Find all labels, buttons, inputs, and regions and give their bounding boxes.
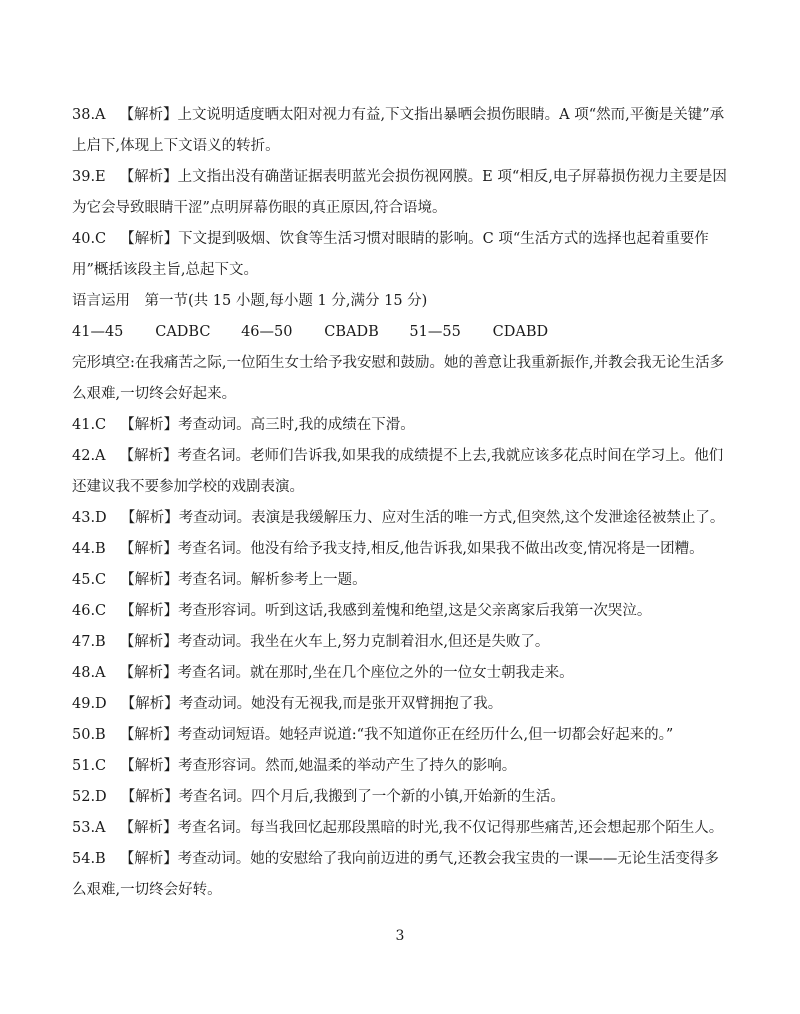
analysis-text: 考查名词。老师们告诉我,如果我的成绩提不上去,我就应该多花点时间在学习上。他们还建议我不要参加学校的戏剧表演。 — [72, 448, 724, 495]
item-number: 42.A — [72, 448, 106, 464]
analysis-text: 考查动词。高三时,我的成绩在下滑。 — [178, 417, 415, 433]
analysis-text: 下文提到吸烟、饮食等生活习惯对眼睛的影响。C 项“生活方式的选择也起着重要作用”概括该段主旨,总起下文。 — [72, 231, 709, 278]
answer-key-row — [72, 317, 732, 348]
answer-item-40 — [72, 224, 732, 286]
analysis-tag: 【解析】 — [119, 634, 178, 650]
answer-range: 41—45 — [72, 324, 124, 340]
answer-letters: CBADB — [324, 324, 379, 340]
item-number: 40.C — [72, 231, 107, 247]
analysis-tag: 【解析】 — [119, 820, 178, 836]
analysis-tag: 【解析】 — [120, 510, 179, 526]
item-number: 51.C — [72, 758, 107, 774]
analysis-text: 考查动词。表演是我缓解压力、应对生活的唯一方式,但突然,这个发泄途径被禁止了。 — [178, 510, 725, 526]
item-number: 46.C — [72, 603, 107, 619]
answer-letters: CADBC — [155, 324, 211, 340]
item-number: 39.E — [72, 169, 106, 185]
analysis-text: 考查名词。就在那时,坐在几个座位之外的一位女士朝我走来。 — [177, 665, 574, 681]
analysis-tag: 【解析】 — [120, 603, 179, 619]
answer-group-3 — [409, 324, 560, 340]
analysis-text: 考查形容词。然而,她温柔的举动产生了持久的影响。 — [178, 758, 517, 774]
analysis-text: 考查名词。解析参考上一题。 — [178, 572, 367, 588]
analysis-tag: 【解析】 — [119, 541, 178, 557]
answer-item-39 — [72, 162, 732, 224]
answer-item-42 — [72, 441, 732, 503]
answer-item-46 — [72, 596, 732, 627]
item-number: 50.B — [72, 727, 106, 743]
analysis-text: 考查动词。她没有无视我,而是张开双臂拥抱了我。 — [178, 696, 503, 712]
answer-group-1 — [72, 324, 222, 340]
answer-item-45 — [72, 565, 732, 596]
analysis-tag: 【解析】 — [120, 758, 179, 774]
analysis-tag: 【解析】 — [119, 665, 178, 681]
answer-item-53 — [72, 813, 732, 844]
answer-item-44 — [72, 534, 732, 565]
answer-group-2 — [241, 324, 391, 340]
item-number: 44.B — [72, 541, 106, 557]
analysis-tag: 【解析】 — [119, 851, 178, 867]
analysis-text: 考查名词。四个月后,我搬到了一个新的小镇,开始新的生活。 — [178, 789, 565, 805]
section-heading: 语言运用 第一节(共 15 小题,每小题 1 分,满分 15 分) — [72, 293, 428, 309]
page-number: 3 — [395, 928, 405, 944]
answer-item-54 — [72, 844, 732, 906]
document-content — [72, 100, 732, 906]
passage-summary: 完形填空:在我痛苦之际,一位陌生女士给予我安慰和鼓励。她的善意让我重新振作,并教会我无论生活多么艰难,一切终会好起来。 — [72, 355, 725, 402]
analysis-tag: 【解析】 — [120, 572, 179, 588]
analysis-tag: 【解析】 — [119, 727, 178, 743]
item-number: 48.A — [72, 665, 106, 681]
answer-range: 46—50 — [241, 324, 293, 340]
analysis-tag: 【解析】 — [119, 107, 178, 123]
answer-item-49 — [72, 689, 732, 720]
analysis-tag: 【解析】 — [119, 169, 178, 185]
analysis-text: 考查动词短语。她轻声说道:“我不知道你正在经历什么,但一切都会好起来的。” — [177, 727, 674, 743]
item-number: 41.C — [72, 417, 107, 433]
answer-item-52 — [72, 782, 732, 813]
answer-item-41 — [72, 410, 732, 441]
item-number: 47.B — [72, 634, 106, 650]
analysis-text: 考查形容词。听到这话,我感到羞愧和绝望,这是父亲离家后我第一次哭泣。 — [178, 603, 652, 619]
analysis-tag: 【解析】 — [119, 448, 178, 464]
answer-range: 51—55 — [409, 324, 461, 340]
analysis-tag: 【解析】 — [120, 789, 179, 805]
answer-item-51 — [72, 751, 732, 782]
answer-letters: CDABD — [492, 324, 549, 340]
analysis-text: 上文说明适度晒太阳对视力有益,下文指出暴晒会损伤眼睛。A 项“然而,平衡是关键”承上启下,体现上下文语义的转折。 — [72, 107, 725, 154]
item-number: 49.D — [72, 696, 107, 712]
item-number: 53.A — [72, 820, 106, 836]
item-number: 54.B — [72, 851, 106, 867]
analysis-text: 上文指出没有确凿证据表明蓝光会损伤视网膜。E 项“相反,电子屏幕损伤视力主要是因为它会导致眼睛干涩”点明屏幕伤眼的真正原因,符合语境。 — [72, 169, 727, 216]
analysis-tag: 【解析】 — [120, 696, 179, 712]
analysis-text: 考查名词。他没有给予我支持,相反,他告诉我,如果我不做出改变,情况将是一团糟。 — [177, 541, 704, 557]
item-number: 43.D — [72, 510, 107, 526]
item-number: 38.A — [72, 107, 106, 123]
answer-item-50 — [72, 720, 732, 751]
analysis-tag: 【解析】 — [120, 417, 179, 433]
item-number: 45.C — [72, 572, 107, 588]
answer-item-43 — [72, 503, 732, 534]
item-number: 52.D — [72, 789, 107, 805]
analysis-text: 考查动词。我坐在火车上,努力克制着泪水,但还是失败了。 — [177, 634, 550, 650]
analysis-tag: 【解析】 — [120, 231, 179, 247]
answer-item-48 — [72, 658, 732, 689]
analysis-text: 考查动词。她的安慰给了我向前迈进的勇气,还教会我宝贵的一课——无论生活变得多么艰难,一切终会好转。 — [72, 851, 719, 898]
answer-item-38 — [72, 100, 732, 162]
answer-item-47 — [72, 627, 732, 658]
analysis-text: 考查名词。每当我回忆起那段黑暗的时光,我不仅记得那些痛苦,还会想起那个陌生人。 — [177, 820, 724, 836]
